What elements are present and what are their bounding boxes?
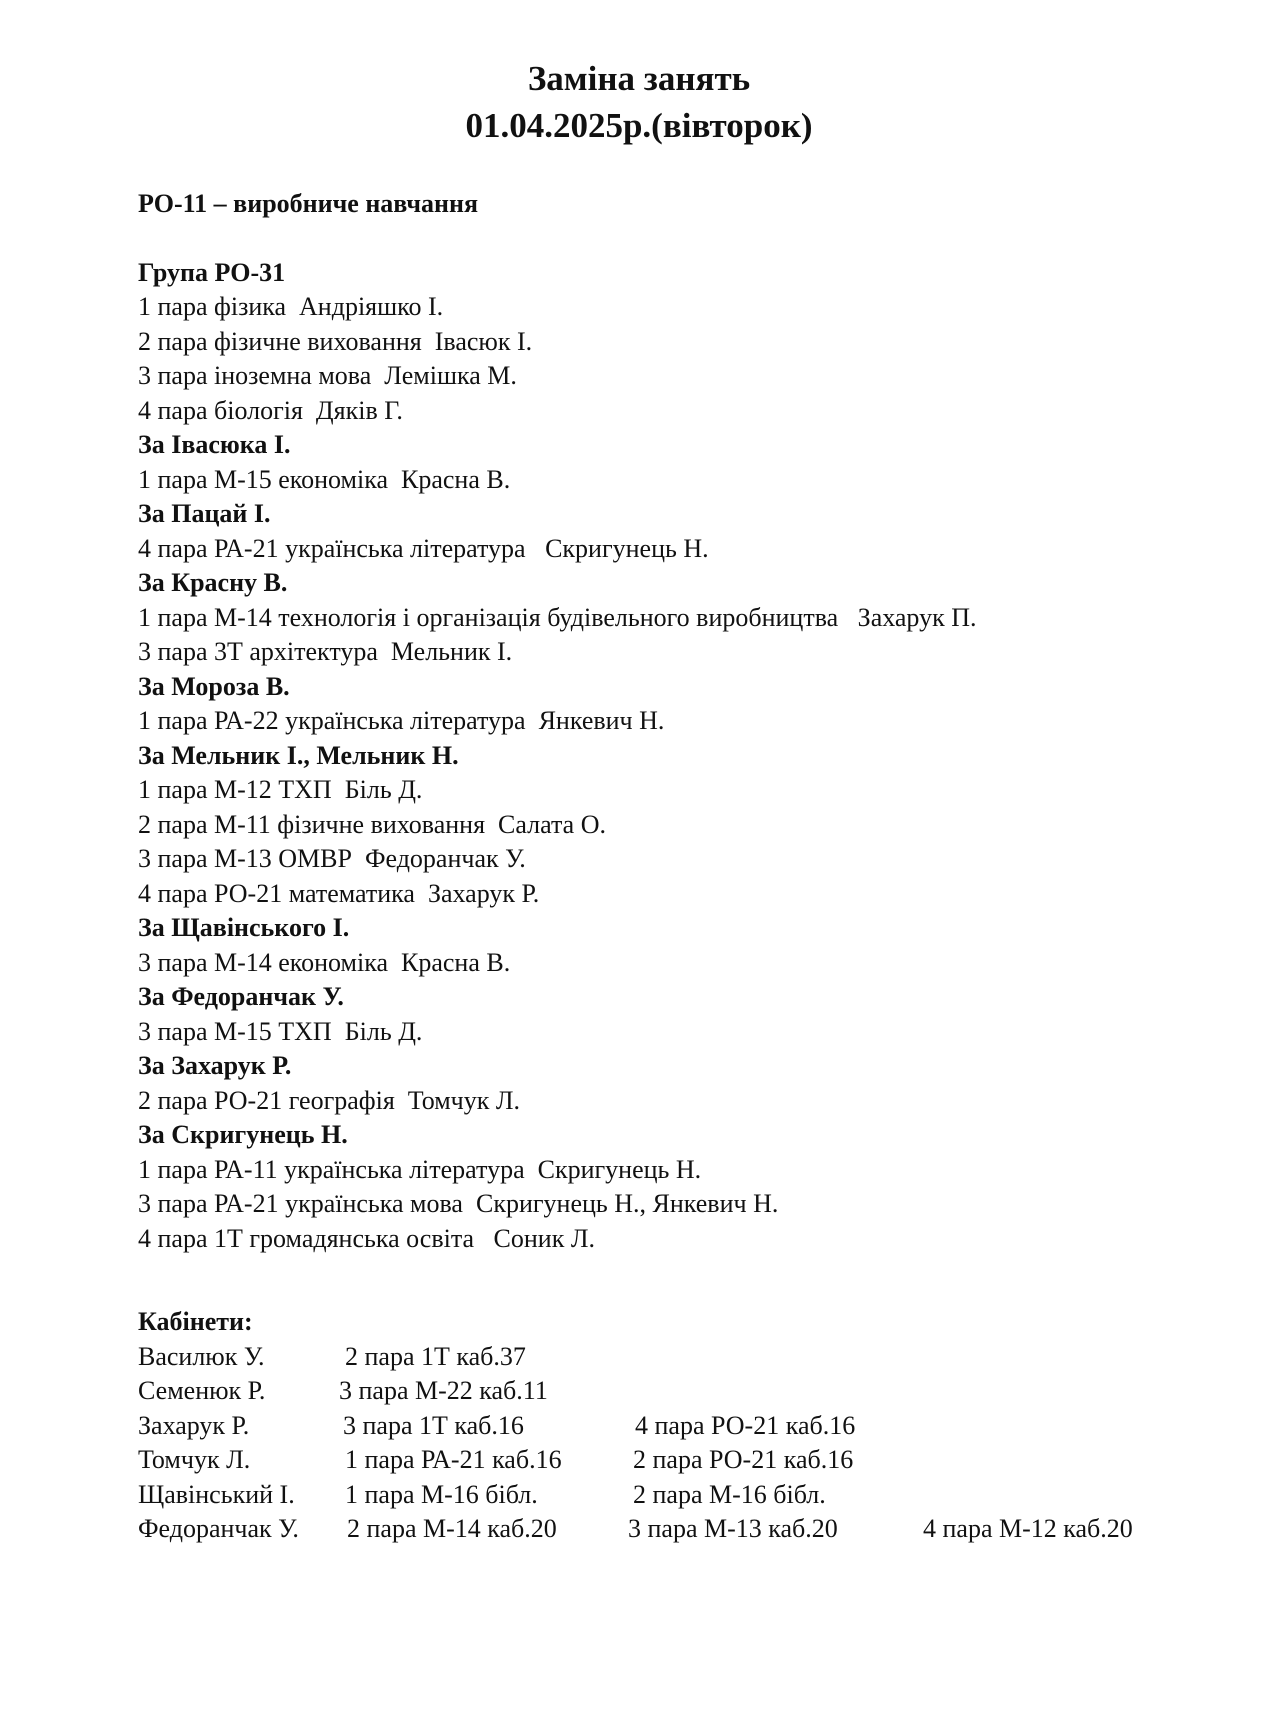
room-teacher: Щавінський І. bbox=[138, 1479, 295, 1509]
room-teacher: Семенюк Р. bbox=[138, 1376, 266, 1405]
substitution-heading: За Красну В. bbox=[138, 568, 288, 597]
room-row bbox=[138, 1478, 1258, 1513]
room-teacher: Федоранчак У. bbox=[138, 1514, 299, 1543]
document-title: Заміна занять bbox=[527, 59, 751, 98]
substitution-line: 3 пара 3Т архітектура Мельник І. bbox=[138, 637, 513, 666]
substitution-line: 3 пара М-13 ОМВР Федоранчак У. bbox=[138, 844, 526, 873]
rooms-section bbox=[138, 1305, 1258, 1547]
room-entry: 1 пара РА-21 каб.16 bbox=[345, 1445, 562, 1474]
room-row bbox=[138, 1443, 1258, 1478]
group-line: 1 пара фізика Андріяшко І. bbox=[138, 292, 444, 321]
spacer bbox=[138, 222, 1258, 256]
substitution-heading: За Мельник І., Мельник Н. bbox=[138, 740, 459, 770]
room-row bbox=[138, 1409, 1258, 1444]
substitution-heading: За Мороза В. bbox=[138, 671, 290, 701]
substitution-heading: За Щавінського І. bbox=[138, 913, 350, 942]
room-entry: 2 пара 1Т каб.37 bbox=[345, 1341, 526, 1371]
room-entry: 2 пара М-16 бібл. bbox=[633, 1479, 826, 1509]
room-teacher: Захарук Р. bbox=[138, 1410, 250, 1440]
substitution-line: 3 пара М-14 економіка Красна В. bbox=[138, 947, 511, 977]
substitution-line: 4 пара 1Т громадянська освіта Соник Л. bbox=[138, 1223, 595, 1253]
substitution-line: 2 пара М-11 фізичне виховання Салата О. bbox=[138, 809, 606, 839]
notice-line: РО-11 – виробниче навчання bbox=[138, 189, 479, 218]
document-body bbox=[138, 187, 1258, 1256]
substitution-line: 2 пара РО-21 географія Томчук Л. bbox=[138, 1085, 521, 1115]
room-entry: 2 пара М-14 каб.20 bbox=[347, 1514, 557, 1543]
room-teacher: Томчук Л. bbox=[138, 1445, 251, 1474]
substitution-heading: За Пацай І. bbox=[138, 499, 271, 528]
room-entry: 1 пара М-16 бібл. bbox=[345, 1479, 538, 1509]
document-date: 01.04.2025р.(вівторок) bbox=[465, 106, 813, 145]
group-line: 2 пара фізичне виховання Івасюк І. bbox=[138, 326, 533, 356]
substitution-line: 1 пара М-14 технологія і організація будівельного виробництва Захарук П. bbox=[138, 602, 977, 632]
room-entry: 2 пара РО-21 каб.16 bbox=[633, 1445, 854, 1474]
substitution-heading: За Скригунець Н. bbox=[138, 1120, 348, 1149]
room-entry: 4 пара М-12 каб.20 bbox=[923, 1514, 1133, 1543]
substitution-line: 1 пара РА-11 українська література Скригунець Н. bbox=[138, 1154, 702, 1184]
rooms-heading: Кабінети: bbox=[138, 1307, 253, 1336]
room-row bbox=[138, 1340, 1258, 1375]
substitution-heading: За Захарук Р. bbox=[138, 1051, 292, 1080]
room-teacher: Василюк У. bbox=[138, 1341, 265, 1371]
substitution-line: 1 пара М-15 економіка Красна В. bbox=[138, 464, 511, 494]
room-entry: 3 пара М-22 каб.11 bbox=[339, 1376, 548, 1405]
substitution-line: 3 пара РА-21 українська мова Скригунець Н., Янкевич Н. bbox=[138, 1189, 779, 1218]
substitution-line: 3 пара М-15 ТХП Біль Д. bbox=[138, 1016, 423, 1046]
group-line: 3 пара іноземна мова Лемішка М. bbox=[138, 361, 517, 390]
substitution-line: 1 пара М-12 ТХП Біль Д. bbox=[138, 775, 423, 804]
room-entry: 3 пара 1Т каб.16 bbox=[343, 1410, 524, 1440]
room-row bbox=[138, 1374, 1258, 1409]
group-heading: Група РО-31 bbox=[138, 257, 286, 287]
substitution-line: 4 пара РА-21 українська література Скригунець Н. bbox=[138, 533, 709, 563]
room-entry: 4 пара РО-21 каб.16 bbox=[635, 1410, 856, 1440]
substitution-line: 4 пара РО-21 математика Захарук Р. bbox=[138, 878, 540, 908]
room-row bbox=[138, 1512, 1258, 1547]
substitution-heading: За Федоранчак У. bbox=[138, 982, 344, 1011]
group-line: 4 пара біологія Дяків Г. bbox=[138, 395, 403, 425]
substitution-line: 1 пара РА-22 українська література Янкевич Н. bbox=[138, 706, 665, 735]
substitution-heading: За Івасюка І. bbox=[138, 430, 291, 459]
room-entry: 3 пара М-13 каб.20 bbox=[628, 1514, 838, 1543]
